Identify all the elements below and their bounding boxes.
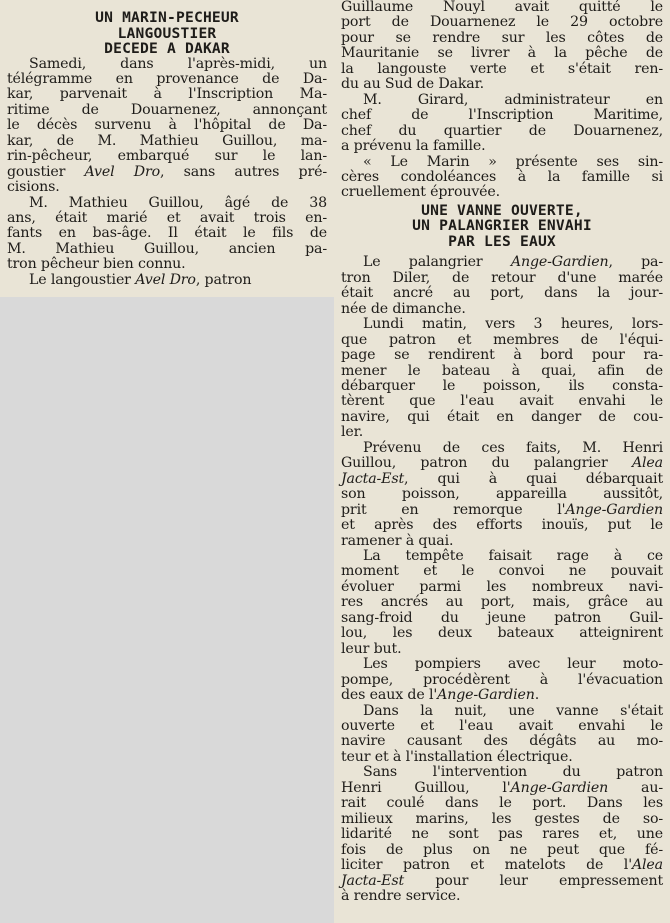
text-line: Jacta-Est, qui à quai débarquait [341, 470, 663, 487]
text-line: cruellement éprouvée. [341, 184, 501, 201]
text-line: Jacta-Est pour leur empressement [341, 872, 663, 889]
text-line: évoluer parmi les nombreux navi- [341, 578, 663, 595]
text-line: navire, qui était en danger de cou- [341, 408, 663, 425]
text-line: le décès survenu à l'hôpital de Da- [7, 117, 327, 134]
paragraph [341, 155, 663, 201]
text-line: lidarité ne sont pas rares et, une [341, 826, 663, 843]
text-line: née de dimanche. [341, 300, 466, 317]
text-line: Sans l'intervention du patron [363, 764, 663, 781]
text-line: La tempête faisait rage à ce [363, 548, 663, 564]
text-line: Henri Guillou, l'Ange-Gardien au- [341, 779, 663, 796]
text-line: rin-pêcheur, embarqué sur le lan- [7, 148, 327, 165]
text-line: Prévenu de ces faits, M. Henri [363, 439, 663, 456]
text-line: Guillaume Nouyl avait quitté le [341, 0, 663, 15]
headline-marin-pecheur [7, 10, 327, 57]
text-line: Lundi matin, vers 3 heures, lors- [363, 316, 663, 333]
text-line: sang-froid du jeune patron Guil- [341, 609, 663, 626]
paragraph [7, 196, 327, 273]
text-line: du au Sud de Dakar. [341, 76, 485, 93]
paragraph [341, 441, 663, 549]
text-line: son poisson, appareilla aussitôt, [341, 486, 663, 503]
text-line: Les pompiers avec leur moto- [363, 656, 663, 673]
text-line: M. Mathieu Guillou, ancien pa- [7, 240, 327, 257]
text-line: goustier Avel Dro, sans autres pré- [7, 163, 327, 180]
headline-line: UN MARIN-PECHEUR [95, 9, 239, 26]
text-line: Le langoustier Avel Dro, patron [29, 271, 252, 288]
headline-line: PAR LES EAUX [448, 232, 556, 250]
text-line: ritime de Douarnenez, annonçant [7, 101, 327, 118]
article-continuation [341, 0, 663, 201]
text-line: chef du quartier de Douarnenez, [341, 122, 663, 139]
paragraph [341, 549, 663, 657]
text-line: ans, était marié et avait trois en- [7, 210, 327, 227]
text-line: Dans la nuit, une vanne s'était [363, 702, 663, 719]
article-body [7, 57, 327, 289]
text-line: chef de l'Inscription Maritime, [341, 107, 663, 124]
text-line: était ancré au port, dans la jour- [341, 285, 663, 302]
text-line: Le palangrier Ange-Gardien, pa- [363, 254, 663, 271]
text-line: kar, parvenait à l'Inscription Ma- [7, 86, 327, 103]
paragraph [341, 255, 663, 317]
paragraph [7, 273, 327, 288]
paragraph [341, 765, 663, 904]
text-line: ramener à quai. [341, 532, 454, 549]
paragraph [341, 0, 663, 93]
paragraph [341, 93, 663, 155]
text-line: que patron et membres de l'équi- [341, 331, 663, 348]
text-line: fants en bas-âge. Il était le fils de [7, 225, 327, 242]
text-line: tron pêcheur bien connu. [7, 256, 186, 273]
text-line: des eaux de l'Ange-Gardien. [341, 687, 540, 704]
text-line: fois de plus on ne peut que fé- [341, 841, 663, 858]
text-line: et après des efforts inouïs, put le [341, 517, 663, 534]
text-line: débarquer le poisson, ils consta- [341, 378, 663, 395]
text-line: navire causant des dégâts au mo- [341, 733, 663, 750]
text-line: page se rendirent à bord pour ra- [341, 347, 663, 364]
text-line: port de Douarnenez le 29 octobre [341, 14, 663, 31]
text-line: « Le Marin » présente ses sin- [363, 153, 663, 170]
text-line: M. Mathieu Guillou, âgé de 38 [29, 194, 327, 211]
article-clipping-right [334, 0, 670, 923]
text-line: kar, de M. Mathieu Guillou, ma- [7, 132, 327, 149]
text-line: télégramme en provenance de Da- [7, 70, 327, 87]
text-line: tèrent que l'eau avait envahi le [341, 393, 663, 410]
text-line: res ancrés au port, mais, grâce au [341, 594, 663, 611]
article-clipping-left [0, 0, 334, 297]
text-line: Mauritanie se livrer à la pêche de [341, 45, 663, 62]
text-line: pompe, procédèrent à l'évacuation [341, 671, 663, 688]
text-line: la langouste verte et s'était ren- [341, 60, 663, 77]
headline-line: LANGOUSTIER [117, 24, 217, 42]
text-line: rait coulé dans le port. Dans les [341, 795, 663, 812]
text-line: a prévenu la famille. [341, 138, 486, 155]
text-line: prit en remorque l'Ange-Gardien [341, 501, 663, 518]
text-line: pour se rendre sur les côtes de [341, 29, 663, 46]
text-line: tron Diler, de retour d'une marée [341, 269, 663, 286]
text-line: cères condoléances à la famille si [341, 168, 663, 185]
headline-line: DECEDE A DAKAR [104, 40, 230, 57]
text-line: à rendre service. [341, 887, 461, 904]
text-line: leur but. [341, 640, 402, 657]
paragraph [341, 317, 663, 441]
text-line: teur et à l'installation électrique. [341, 748, 573, 765]
text-line: moment et le convoi ne pouvait [341, 563, 663, 580]
headline-vanne-ouverte [341, 203, 663, 250]
text-line: M. Girard, administrateur en [363, 91, 663, 108]
text-line: Guillou, patron du palangrier Alea [341, 455, 663, 472]
paragraph [341, 657, 663, 703]
article-body [341, 255, 663, 904]
text-line: mener le bateau à quai, afin de [341, 362, 663, 379]
paragraph [7, 57, 327, 196]
text-line: milieux marins, les gestes de so- [341, 810, 663, 827]
text-line: Samedi, dans l'après-midi, un [29, 55, 327, 72]
headline-line: UN PALANGRIER ENVAHI [412, 217, 592, 235]
headline-line: UNE VANNE OUVERTE, [421, 201, 583, 219]
paragraph [341, 704, 663, 766]
text-line: lou, les deux bateaux atteignirent [341, 625, 663, 642]
text-line: ler. [341, 424, 364, 441]
text-line: cisions. [7, 179, 60, 196]
text-line: ouverte et l'eau avait envahi le [341, 717, 663, 734]
text-line: liciter patron et matelots de l'Alea [341, 857, 663, 874]
